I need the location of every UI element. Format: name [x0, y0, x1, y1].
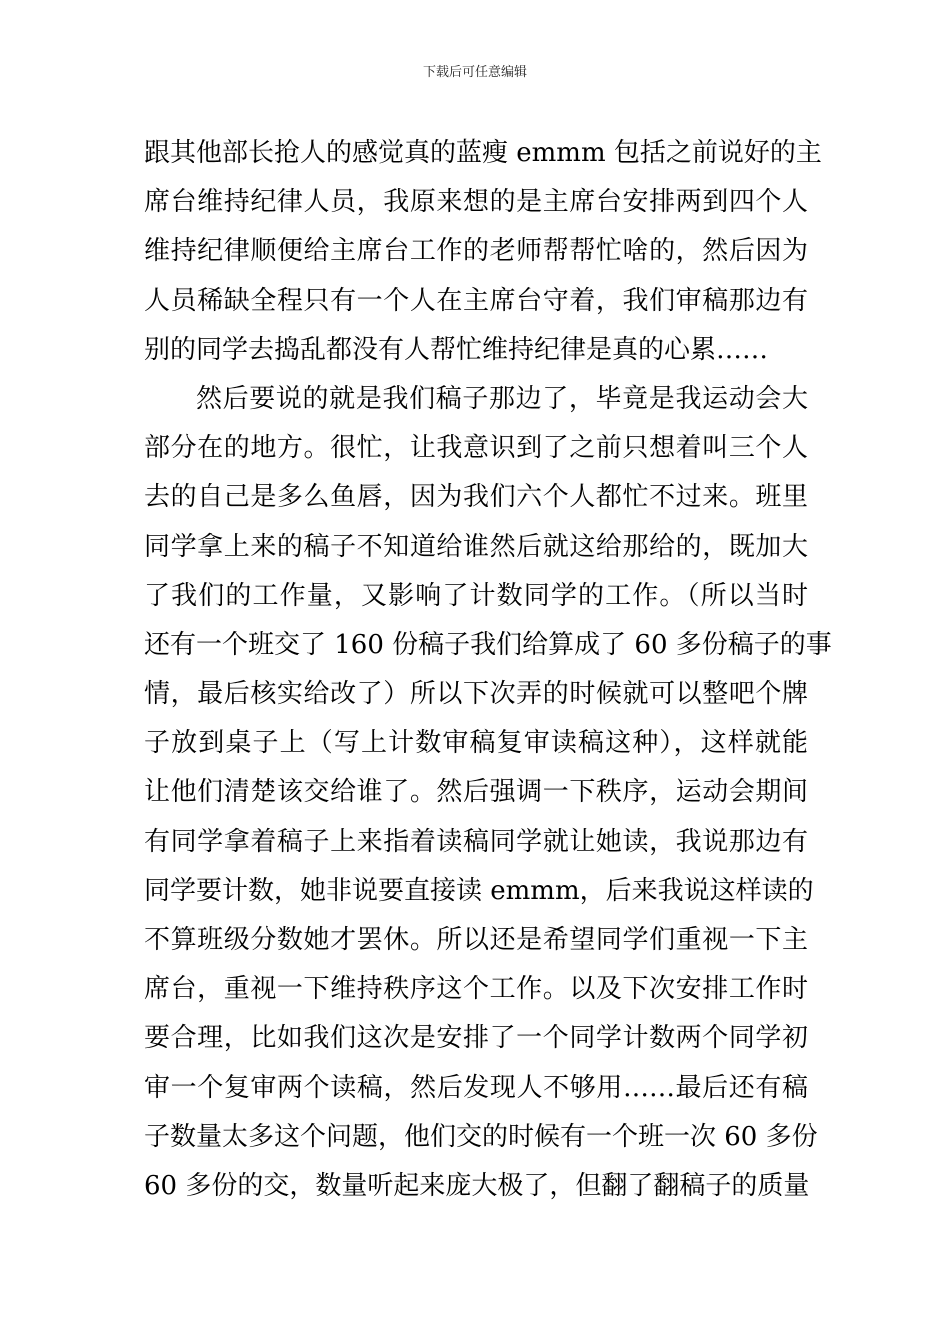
- page-header: 下载后可任意编辑: [422, 65, 527, 80]
- text-line: 人员稀缺全程只有一个人在主席台守着，我们审稿那边有: [144, 285, 808, 316]
- text-line: 了我们的工作量，又影响了计数同学的工作。（所以当时: [144, 580, 808, 611]
- text-line: 维持纪律顺便给主席台工作的老师帮帮忙啥的，然后因为: [144, 236, 808, 267]
- text-line: 同学拿上来的稿子不知道给谁然后就这给那给的，既加大: [144, 531, 808, 562]
- text-line: 子数量太多这个问题，他们交的时候有一个班一次 60 多份: [144, 1121, 818, 1152]
- text-line: 部分在的地方。很忙，让我意识到了之前只想着叫三个人: [144, 433, 808, 464]
- text-line: 同学要计数，她非说要直接读 emmm，后来我说这样读的: [144, 875, 814, 906]
- text-line: 60 多份的交，数量听起来庞大极了，但翻了翻稿子的质量: [144, 1170, 810, 1201]
- text-line: 席台维持纪律人员，我原来想的是主席台安排两到四个人: [144, 187, 808, 218]
- text-line: 去的自己是多么鱼唇，因为我们六个人都忙不过来。班里: [144, 482, 808, 513]
- text-line: 让他们清楚该交给谁了。然后强调一下秩序，运动会期间: [144, 777, 808, 808]
- text-line: 有同学拿着稿子上来指着读稿同学就让她读，我说那边有: [144, 826, 808, 857]
- text-line: 别的同学去捣乱都没有人帮忙维持纪律是真的心累……: [144, 334, 769, 365]
- text-line: 跟其他部长抢人的感觉真的蓝瘦 emmm 包括之前说好的主: [144, 138, 822, 168]
- text-line: 子放到桌子上（写上计数审稿复审读稿这种），这样就能: [144, 728, 808, 759]
- document-body: [144, 129, 832, 1211]
- text-line: 要合理，比如我们这次是安排了一个同学计数两个同学初: [144, 1023, 808, 1054]
- text-line: 情，最后核实给改了）所以下次弄的时候就可以整吧个牌: [144, 679, 808, 710]
- text-line: 不算班级分数她才罢休。所以还是希望同学们重视一下主: [144, 925, 808, 955]
- text-line: 审一个复审两个读稿，然后发现人不够用……最后还有稿: [144, 1072, 808, 1103]
- text-line: 席台，重视一下维持秩序这个工作。以及下次安排工作时: [144, 974, 808, 1005]
- paragraph-first-line: 然后要说的就是我们稿子那边了，毕竟是我运动会大: [196, 383, 808, 414]
- text-line: 还有一个班交了 160 份稿子我们给算成了 60 多份稿子的事: [144, 629, 832, 660]
